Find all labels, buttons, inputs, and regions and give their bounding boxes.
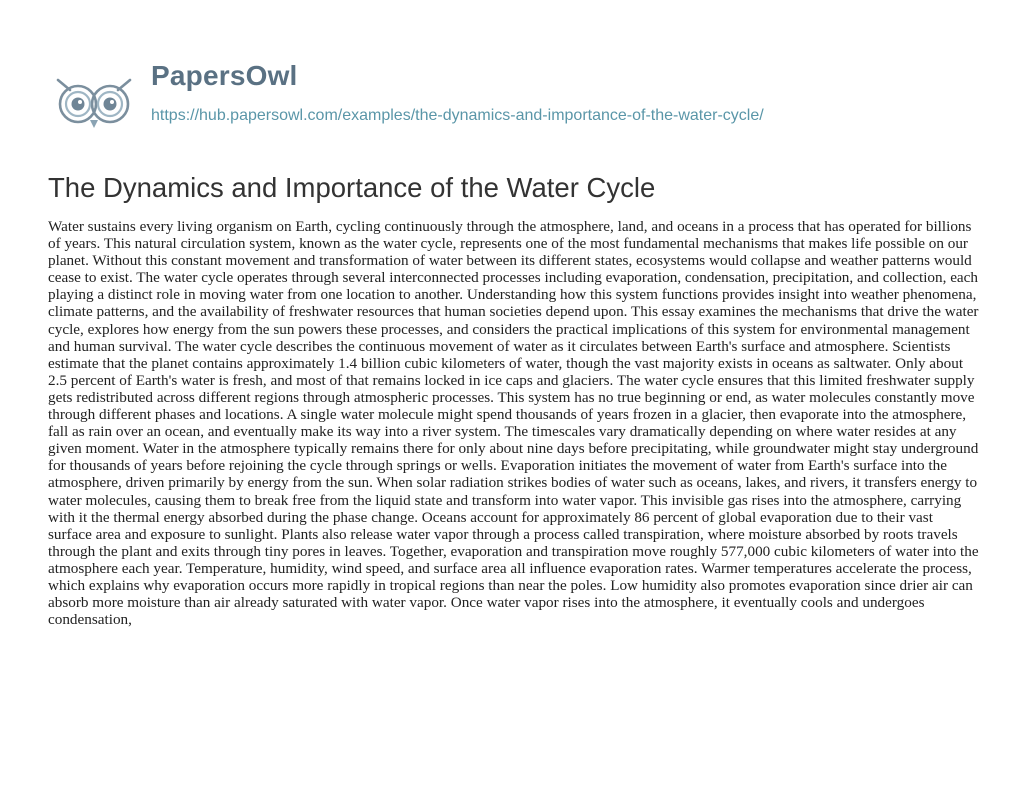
brand-name: PapersOwl (151, 60, 298, 91)
site-header (48, 56, 988, 136)
essay-body: Water sustains every living organism on Earth, cycling continuously through the atmosphere, land, and oceans in a process that has operated for billions of years. This natural circulation system, known as the water cycle, represents one of the most fundamental mechanisms that makes life possible on our planet. Without this constant movement and transformation of water between its different states, ecosystems would collapse and weather patterns would cease to exist. The water cycle operates through several interconnected processes including evaporation, condensation, precipitation, and collection, each playing a distinct role in moving water from one location to another. Understanding how this system functions provides insight into weather phenomena, climate patterns, and the availability of freshwater resources that human societies depend upon. This essay examines the mechanisms that drive the water cycle, explores how energy from the sun powers these processes, and considers the practical implications of this system for environmental management and human survival. The water cycle describes the continuous movement of water as it circulates between Earth's surface and atmosphere. Scientists estimate that the planet contains approximately 1.4 billion cubic kilometers of water, though the vast majority exists in oceans as saltwater. Only about 2.5 percent of Earth's water is fresh, and most of that remains locked in ice caps and glaciers. The water cycle ensures that this limited freshwater supply gets redistributed across different regions through atmospheric processes. This system has no true beginning or end, as water molecules constantly move through different phases and locations. A single water molecule might spend thousands of years frozen in a glacier, then evaporate into the atmosphere, fall as rain over an ocean, and eventually make its way into a river system. The timescales vary dramatically depending on where water resides at any given moment. Water in the atmosphere typically remains there for only about nine days before precipitating, while groundwater might stay underground for thousands of years before rejoining the cycle through springs or wells. Evaporation initiates the movement of water from Earth's surface into the atmosphere, driven primarily by energy from the sun. When solar radiation strikes bodies of water such as oceans, lakes, and rivers, it transfers energy to water molecules, causing them to break free from the liquid state and transform into water vapor. This invisible gas rises into the atmosphere, carrying with it the thermal energy absorbed during the phase change. Oceans account for approximately 86 percent of global evaporation due to their vast surface area and exposure to sunlight. Plants also release water vapor through a process called transpiration, where moisture absorbed by roots travels through the plant and exits through tiny pores in leaves. Together, evaporation and transpiration move roughly 577,000 cubic kilometers of water into the atmosphere each year. Temperature, humidity, wind speed, and surface area all influence evaporation rates. Warmer temperatures accelerate the process, which explains why evaporation occurs more rapidly in tropical regions than near the poles. Low humidity also promotes evaporation since drier air can absorb more moisture than air already saturated with water vapor. Once water vapor rises into the atmosphere, it eventually cools and undergoes condensation, (48, 218, 979, 629)
source-url-link[interactable]: https://hub.papersowl.com/examples/the-dynamics-and-importance-of-the-water-cycle/ (151, 107, 764, 124)
owl-logo-icon[interactable] (48, 68, 140, 132)
essay-title: The Dynamics and Importance of the Water Cycle (48, 172, 656, 203)
